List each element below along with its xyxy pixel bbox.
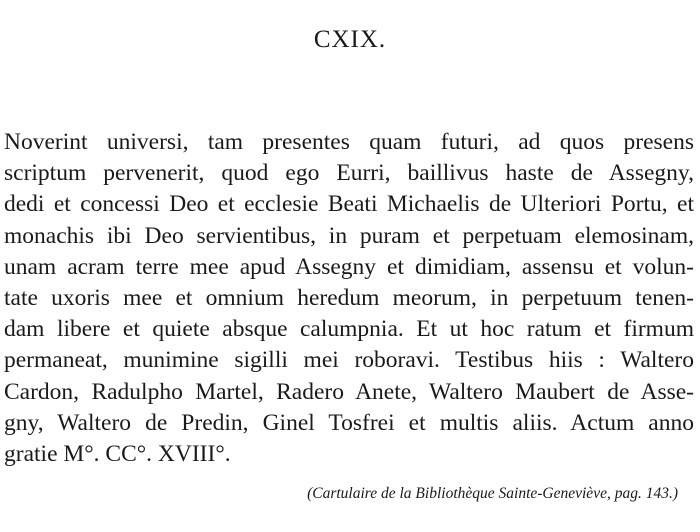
text-line: unam acram terre mee apud Assegny et dimidiam, assensu et volun- [4,253,694,280]
text-line: dam libere et quiete absque calumpnia. Et ut hoc ratum et firmum [4,316,694,343]
citation-close-paren: ) [672,485,678,502]
charter-text [4,127,694,470]
text-line: Noverint universi, tam presentes quam futuri, ad quos presens [4,129,694,155]
source-citation [307,485,678,503]
text-line: permaneat, munimine sigilli mei roboravi. Testibus hiis : Waltero [4,347,694,374]
text-line: tate uxoris mee et omnium heredum meorum, in perpetuum tenen- [4,284,694,311]
text-line: gratie M°. CC°. XVIII°. [4,440,231,467]
text-line: monachis ibi Deo servientibus, in puram et perpetuam elemosinam, [4,222,694,249]
citation-open-paren: ( [307,485,313,502]
citation-page: , pag. 143. [606,485,673,502]
text-line: Cardon, Radulpho Martel, Radero Anete, Waltero Maubert de Asse- [4,378,694,405]
text-line: dedi et concessi Deo et ecclesie Beati Michaelis de Ulteriori Portu, et [4,191,694,218]
citation-title: Cartulaire de la Bibliothèque Sainte-Geneviève [312,485,607,502]
charter-number-heading: CXIX. [313,26,387,53]
text-line: scriptum pervenerit, quod ego Eurri, baillivus haste de Assegny, [4,160,694,187]
text-line: gny, Waltero de Predin, Ginel Tosfrei et multis aliis. Actum anno [4,409,694,436]
